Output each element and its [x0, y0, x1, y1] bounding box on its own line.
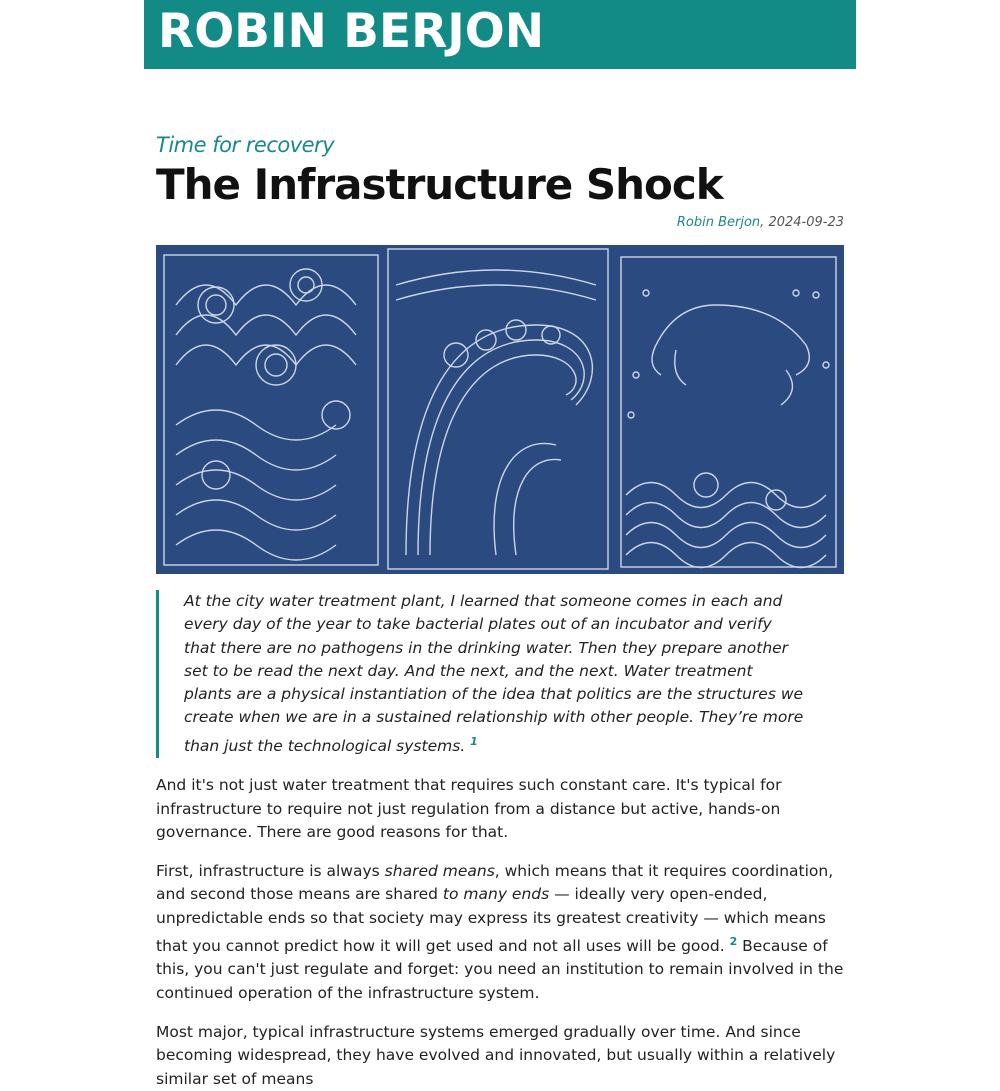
pull-quote	[156, 590, 804, 758]
footnote-ref-1[interactable]: 1	[470, 734, 478, 748]
article-kicker: Time for recovery	[156, 133, 335, 157]
p2-emphasis-shared-means: shared means	[384, 862, 495, 881]
p2-emphasis-many-ends: to many ends	[442, 885, 550, 904]
byline-separator: ,	[760, 215, 765, 230]
article	[156, 130, 844, 1091]
p2-text-f: Because of this, you can't just regulate and forget: you need an institution to remain involved in the continued operation of the infrastructure system.	[156, 937, 844, 1002]
paragraph-2	[156, 860, 844, 1005]
publish-date: 2024-09-23	[768, 215, 844, 230]
footnote-ref-2[interactable]: 2	[729, 935, 738, 949]
quote-text: At the city water treatment plant, I learned that someone comes in each and every day of the year to take bacterial plates out of an incubator and verify that there are no pathogens in the drinking water. Then they prepare another set to be read the next day. And the next, and the next. Water treatment plants are a physical instantiation of the idea that politics are the structures we create when we are in a sustained relationship with other people. They’re more than just the technological systems.	[184, 592, 804, 755]
paragraph-1: And it's not just water treatment that requires such constant care. It's typical for infrastructure to require not just regulation from a distance but active, hands-on governance. There are good reasons for that.	[156, 776, 782, 841]
p2-text-e: — ideally very open-ended, unpredictable ends so that society may express its greatest creativity — which means that you cannot predict how it will get used and not all uses will be good.	[156, 885, 826, 956]
site-title[interactable]: ROBIN BERJON	[158, 4, 545, 59]
article-title: The Infrastructure Shock	[156, 160, 723, 209]
hero-image	[156, 245, 844, 574]
author-link[interactable]: Robin Berjon	[676, 215, 761, 230]
paragraph-3: Most major, typical infrastructure systems emerged gradually over time. And since becoming widespread, they have evolved and innovated, but usually within a relatively similar set of means	[156, 1023, 836, 1088]
site-header	[144, 0, 856, 69]
p2-text-c: , which means that it requires coordination, and second those means are shared	[156, 862, 834, 904]
byline	[156, 213, 844, 233]
p2-text-a: First, infrastructure is always	[156, 862, 385, 881]
